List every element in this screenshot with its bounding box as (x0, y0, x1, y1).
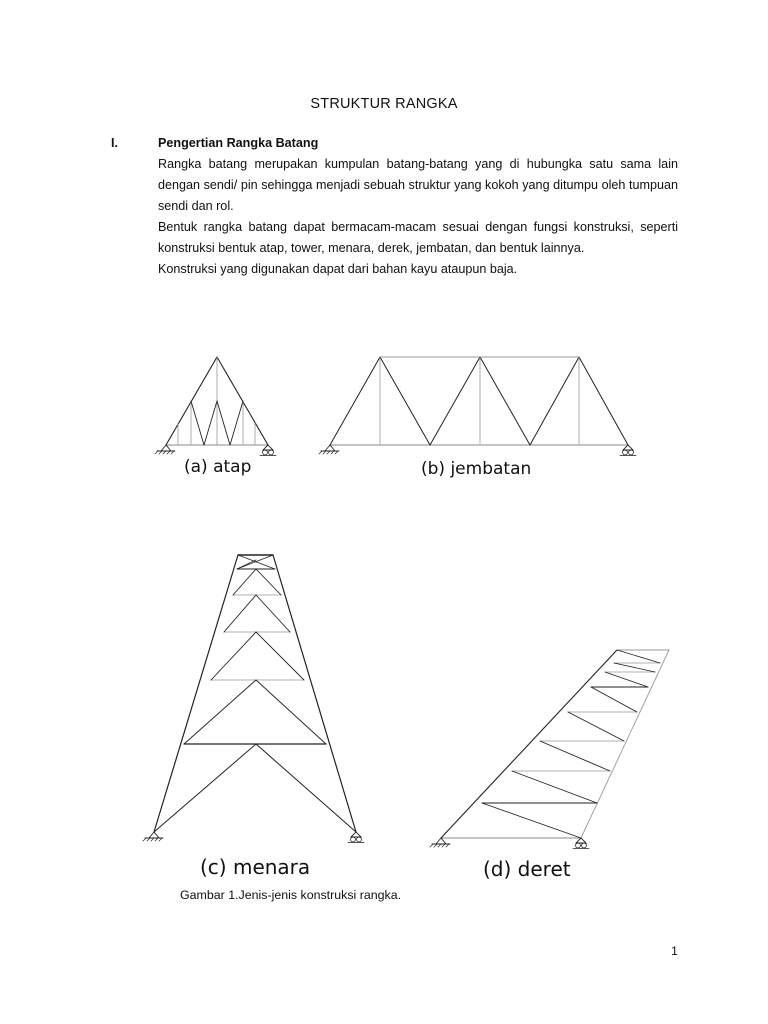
paragraph-1: Rangka batang merupakan kumpulan batang-batang yang di hubungka satu sama lain dengan sendi/ pin sehingga menjadi sebuah struktur yang kokoh yang ditumpu oleh tumpuan sendi dan rol. (158, 157, 678, 213)
section-number: I. (111, 136, 118, 150)
figure-label-deret: (d) deret (483, 857, 571, 881)
figure-label-menara: (c) menara (200, 855, 311, 879)
figure-label-atap: (a) atap (184, 457, 252, 477)
figure-label-jembatan: (b) jembatan (421, 459, 532, 479)
page-title: STRUKTUR RANGKA (310, 96, 458, 112)
paragraph-2: Bentuk rangka batang dapat bermacam-macam sesuai dengan fungsi konstruksi, seperti konstruksi bentuk atap, tower, menara, derek, jembatan, dan bentuk lainnya. (158, 220, 678, 255)
tower-truss-diagram (143, 555, 364, 843)
page-number: 1 (671, 944, 678, 958)
figure-caption: Gambar 1.Jenis-jenis konstruksi rangka. (180, 888, 402, 902)
paragraph-3: Konstruksi yang digunakan dapat dari bahan kayu ataupun baja. (158, 262, 518, 276)
bridge-truss-diagram (319, 357, 636, 456)
inclined-truss-diagram (430, 650, 669, 849)
section-heading: Pengertian Rangka Batang (158, 136, 319, 150)
roof-truss-diagram (155, 357, 276, 456)
